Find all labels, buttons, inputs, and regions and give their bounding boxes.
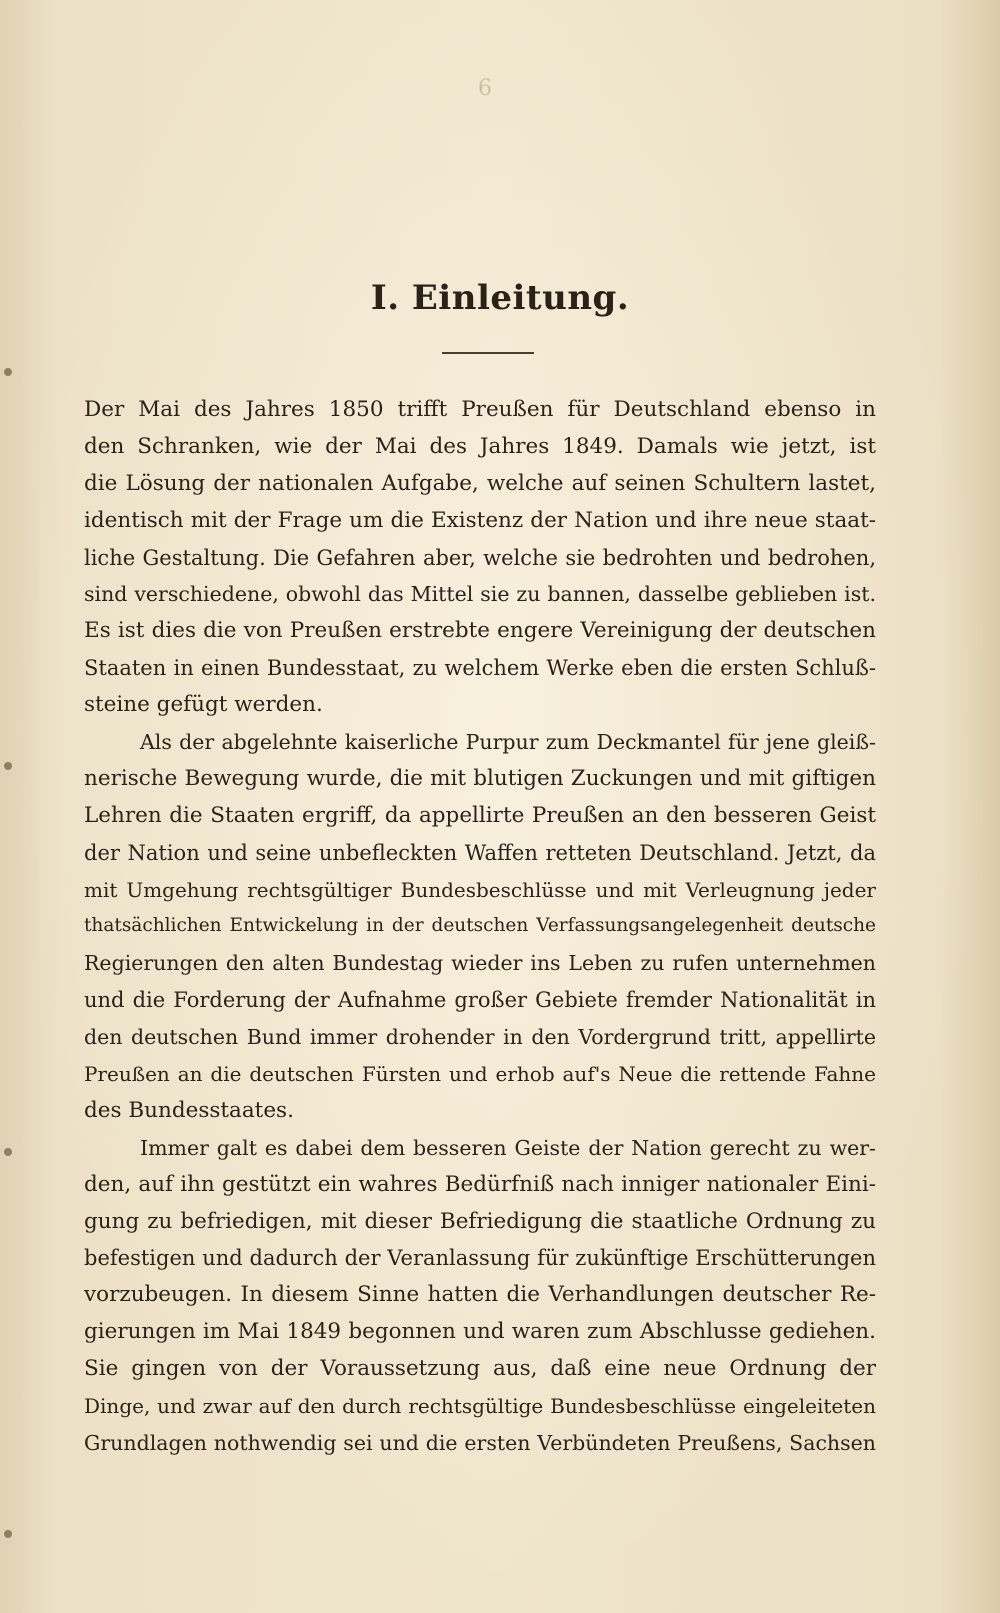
paragraph-1 bbox=[84, 392, 876, 724]
text-line: Regierungen den alten Bundestag wieder ins Leben zu rufen unternehmen bbox=[84, 951, 876, 976]
text-line: den, auf ihn gestützt ein wahres Bedürfniß nach inniger nationaler Eini- bbox=[84, 1171, 876, 1197]
text-line: gierungen im Mai 1849 begonnen und waren zum Abschlusse gediehen. bbox=[84, 1319, 876, 1345]
text-line: thatsächlichen Entwickelung in der deutschen Verfassungsangelegenheit deutsche bbox=[84, 915, 876, 937]
text-line: mit Umgehung rechtsgültiger Bundesbeschlüsse und mit Verleugnung jeder bbox=[84, 877, 876, 902]
margin-mark bbox=[4, 1148, 12, 1156]
text-line: Grundlagen nothwendig sei und die ersten Verbündeten Preußens, Sachsen bbox=[84, 1430, 876, 1455]
text-line: Dinge, und zwar auf den durch rechtsgültige Bundesbeschlüsse eingeleiteten bbox=[84, 1394, 876, 1419]
text-line: steine gefügt werden. bbox=[84, 692, 323, 718]
paragraph-3 bbox=[84, 1130, 876, 1462]
text-line: Lehren die Staaten ergriff, da appellirte Preußen an den besseren Geist bbox=[84, 802, 876, 828]
text-line: und die Forderung der Aufnahme großer Gebiete fremder Nationalität in bbox=[84, 988, 876, 1013]
text-line: Staaten in einen Bundesstaat, zu welchem Werke eben die ersten Schluß- bbox=[84, 656, 876, 681]
text-line: vorzubeugen. In diesem Sinne hatten die Verhandlungen deutscher Re- bbox=[84, 1282, 876, 1308]
text-line: liche Gestaltung. Die Gefahren aber, welche sie bedrohten und bedrohen, bbox=[84, 545, 876, 570]
text-line: Sie gingen von der Voraussetzung aus, daß eine neue Ordnung der bbox=[84, 1356, 876, 1382]
text-line: den Schranken, wie der Mai des Jahres 1849. Damals wie jetzt, ist bbox=[84, 433, 876, 459]
heading-rule bbox=[442, 352, 534, 354]
text-line: Der Mai des Jahres 1850 trifft Preußen für Deutschland ebenso in bbox=[84, 397, 876, 422]
text-line: Als der abgelehnte kaiserliche Purpur zum Deckmantel für jene gleiß- bbox=[140, 730, 876, 755]
text-line: befestigen und dadurch der Veranlassung für zukünftige Erschütterungen bbox=[84, 1246, 876, 1271]
text-line: des Bundesstaates. bbox=[84, 1097, 294, 1123]
chapter-heading: I. Einleitung. bbox=[370, 278, 630, 318]
text-line: der Nation und seine unbefleckten Waffen retteten Deutschland. Jetzt, da bbox=[84, 840, 876, 865]
body-text bbox=[84, 392, 876, 1462]
margin-mark bbox=[4, 368, 12, 376]
text-line: Preußen an die deutschen Fürsten und erhob auf's Neue die rettende Fahne bbox=[84, 1062, 876, 1087]
text-line: Es ist dies die von Preußen erstrebte engere Vereinigung der deutschen bbox=[84, 618, 876, 644]
paragraph-2 bbox=[84, 724, 876, 1130]
text-line: identisch mit der Frage um die Existenz der Nation und ihre neue staat- bbox=[84, 507, 876, 533]
text-line: nerische Bewegung wurde, die mit blutigen Zuckungen und mit giftigen bbox=[84, 765, 876, 791]
margin-mark bbox=[4, 762, 12, 770]
text-line: gung zu befriedigen, mit dieser Befriedigung die staatliche Ordnung zu bbox=[84, 1208, 876, 1234]
text-line: die Lösung der nationalen Aufgabe, welche auf seinen Schultern lastet, bbox=[84, 470, 876, 496]
text-line: sind verschiedene, obwohl das Mittel sie zu bannen, dasselbe geblieben ist. bbox=[84, 582, 876, 607]
margin-mark bbox=[4, 1530, 12, 1538]
text-line: den deutschen Bund immer drohender in den Vordergrund tritt, appellirte bbox=[84, 1025, 876, 1050]
page-number: 6 bbox=[478, 76, 492, 101]
text-line: Immer galt es dabei dem besseren Geiste der Nation gerecht zu wer- bbox=[140, 1135, 876, 1160]
